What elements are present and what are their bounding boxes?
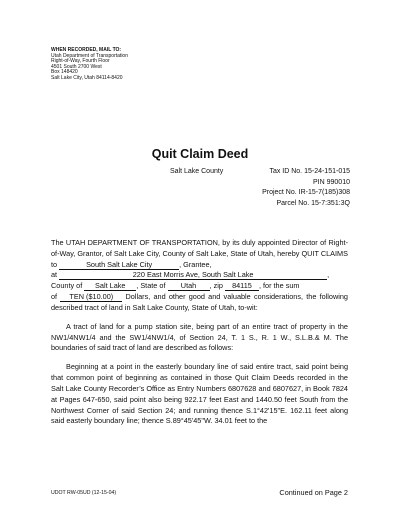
deed-body (51, 238, 348, 435)
grant-intro: The UTAH DEPARTMENT OF TRANSPORTATION, by its duly appointed Director of Right-of-Way, Grantor, of Salt Lake City, County of Salt Lake, State of Utah, hereby QUIT CLAIMS to (51, 238, 348, 269)
project-number: Project No. IR-15-7(185)308 (262, 189, 350, 196)
amount-field: TEN ($10.00) (60, 292, 122, 302)
document-title: Quit Claim Deed (151, 147, 249, 161)
state-label: , State of (136, 281, 166, 291)
recording-line: Right-of-Way, Fourth Floor (51, 58, 110, 65)
amount-suffix: Dollars, and other good and valuable considerations, the following described tract of land in Salt Lake County, State of Utah, to-wit: (51, 291, 348, 312)
grantee-field: South Salt Lake City (59, 260, 179, 270)
tax-id: Tax ID No. 15-24-151-015 (269, 168, 350, 175)
deed-identifiers (170, 167, 350, 209)
at-label: at (51, 270, 58, 280)
state-field: Utah (168, 281, 210, 291)
recording-line: Utah Department of Transportation (51, 52, 128, 59)
grantee-suffix: , Grantee, (179, 259, 212, 269)
recording-line: 4501 South 2700 West (51, 63, 102, 70)
zip-label: , zip (209, 281, 223, 291)
sum-label: , for the sum (258, 281, 300, 291)
tract-paragraph: A tract of land for a pump station site, being part of an entire tract of property in the NW1/4NW1/4 and the SW1/4NW1/4, of Section 24, T. 1 S., R. 1 W., S.L.B.& M. The boundaries of said tract of land are described as follows: (51, 321, 348, 353)
zip-field: 84115 (225, 281, 259, 291)
pin-number: PIN 990010 (313, 178, 350, 186)
legal-description-paragraph: Beginning at a point in the easterly boundary line of said entire tract, said point being that common point of beginning as contained in those Quit Claim Deeds recorded in the Salt Lake County Recorder’s Office as Entry Numbers 6807628 and 6807627, in Book 7824 at Pages 647-650, said point also being 922.17 feet East and 1440.50 feet South from the Northwest Corner of said Section 24; and running thence S.1°42'15"E. 162.11 feet along said easterly boundary line; thence S.89°45'45"W. 34.01 feet to the (51, 362, 348, 426)
parcel-number: Parcel No. 15-7:351:3Q (276, 199, 350, 207)
recording-line: Box 148420 (51, 69, 78, 76)
address-field: 220 East Morris Ave, South Salt Lake (59, 270, 327, 280)
recording-heading: WHEN RECORDED, MAIL TO: (51, 47, 122, 53)
county-field: Salt Lake (84, 281, 136, 291)
recording-address-block (51, 48, 128, 82)
grant-paragraph: The UTAH DEPARTMENT OF TRANSPORTATION, by its duly appointed Director of Right-of-Way, Grantor, of Salt Lake City, County of Salt Lake, State of Utah, hereby QUIT CLAIMS to South Salt Lake City , Grantee, at 220 East Morris Ave, South Salt Lake , County of Salt Lake , State of Utah , zip 84115 , for the sum of TEN ($10.00) Dollars, and other good and valuable considerations, the following described tract of land in Salt Lake County, State of Utah, to-wit: (51, 238, 348, 312)
county-name: Salt Lake County (170, 168, 224, 175)
recording-line: Salt Lake City, Utah 84114-8420 (51, 74, 123, 81)
county-label: County of (51, 281, 83, 291)
of-label: of (51, 291, 58, 301)
form-number: UDOT RW-05UD (12-15-04) (51, 490, 117, 496)
continued-note: Continued on Page 2 (279, 488, 348, 497)
